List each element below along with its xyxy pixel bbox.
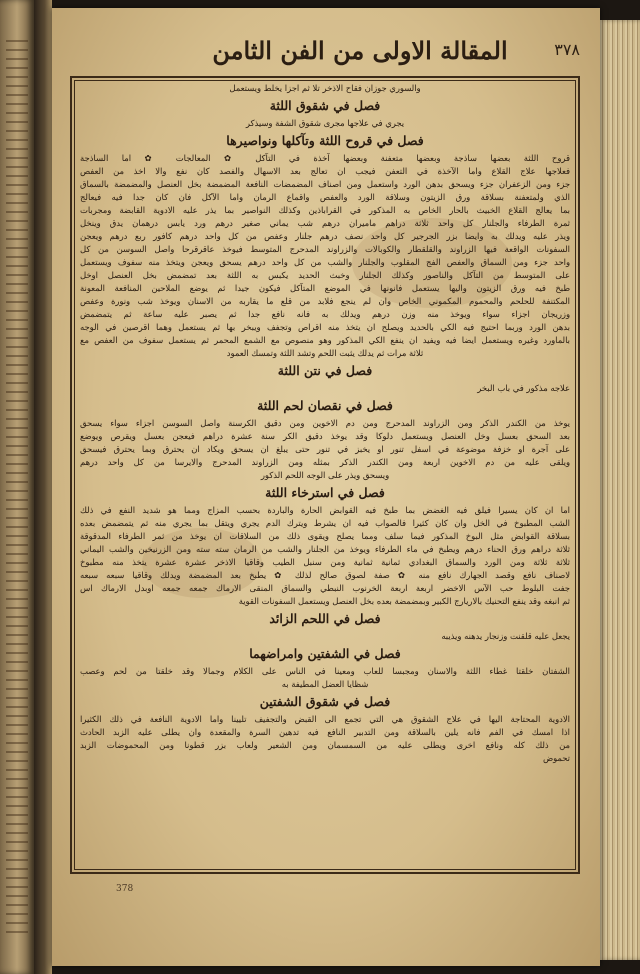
text-line: الشب المطبوخ في الخل وان كان كثيرا فالصواب فيه ان يشرط ويترك الدم يجري ويتقل بما يجري منه ثم يتمضمض بعده bbox=[80, 518, 570, 528]
section-heading: فصل في قروح اللثة وتآكلها ونواصيرها bbox=[226, 133, 424, 148]
section-heading: فصل في الشفتين وامراضهما bbox=[249, 646, 401, 661]
text-line: اذا امسك في الفم فانه يلين بالسلاقة ومن التدبير النافع فيه تدهين السرة والمقعدة وان يطلى عليه الزبد الحادث bbox=[80, 727, 570, 737]
text-line: يجري في علاجها مجرى شقوق الشفة وسيذكر bbox=[245, 118, 405, 128]
text-line: ثمرة الطرفاء والجلنار كل واحد ثلاثة دراهم ماميران درهم شب يماني صغير درهم ورد يابس درهمان يدق وينخل bbox=[80, 218, 570, 228]
text-line: بعد السحق بعسل وخل العنصل ويستعمل دلوكا وقد يوخذ دقيق الكر سنة عشرة دراهم فيعجن بعسل ويقرص ويوضع bbox=[80, 431, 570, 441]
text-line: ثلاثة مرات ثم يدلك يثبت اللحم وتشد اللثة وتمسك العمود bbox=[226, 348, 424, 358]
page-header bbox=[80, 36, 580, 72]
section-heading: فصل في نقصان لحم اللثة bbox=[257, 398, 393, 413]
text-line: ويذر عليه ويدلك به وايضا بزر الجرجير كل واحد نصف درهم جلنار وعفص من كل واحد درهم كافور ربع درهم ويعجن bbox=[80, 231, 570, 241]
text-line: لاصناف نافع وقصد الجهارك نافع منه ✿ صفة لصوق صالح لذلك ✿ يطبخ بعد المضمضة ويدلك وقاقيا سبعه سبعه bbox=[80, 570, 570, 580]
section-heading: فصل في شقوق اللثة bbox=[269, 98, 381, 113]
text-line: بالماورد وغيره ويستعمل ايضا فيه ويفيد ان ينفع الكي المذكور وهو منصوص مع الشمع المحمر ثم يستعمل سفوف من العفص مع bbox=[80, 335, 570, 345]
running-title: المقالة الاولى من الفن الثامن bbox=[212, 36, 508, 65]
section-heading: فصل في استرخاء اللثة bbox=[265, 485, 385, 500]
section-heading: فصل في اللحم الزائد bbox=[269, 611, 381, 626]
text-line: ثلاثة دراهم ورق الحناء درهم ويطبخ في ماء الطرفاء ويوخذ من الجلنار والشب من الرمان سته سته ومن الزرنيخين والشب اليماني bbox=[80, 544, 570, 554]
text-line: طبخ فيه ورق الزيتون واليها يستعمل فانونها في الموضع المتآكل فيكون جيدا ثم يوضع الملاحين المنافعة المعونة bbox=[80, 283, 570, 293]
section-heading: فصل في نتن اللثة bbox=[277, 363, 373, 378]
text-line: جفت البلوط حب الآس الاخضر اربعة اربعة الخرنوب النبطي والسماق المنقى الارماك جمعه جمعه اوبدل الارماك اس bbox=[80, 583, 570, 593]
text-line: الشفتان خلقتا غطاء اللثة والاسنان ومجبسا للعاب ومعينا في الناس على الكلام وجمالا وقد خلقتا من لحم وعصب bbox=[80, 666, 570, 676]
text-line: اما ان كان يسيرا فيلق فيه الغضض بما طبخ فيه القوابض الحارة والباردة بحسب المزاج ومما هو شديد النفع في ذلك bbox=[80, 505, 570, 515]
facing-page-edge bbox=[0, 0, 34, 974]
text-line: المكتنفة للحلحم والمحموم المكموني الخاص وان لم ينجع فلابد من قلع ما يقاربه من الاسنان ويوخذ شب ونورة وعفص bbox=[80, 296, 570, 306]
text-body bbox=[80, 82, 570, 870]
footer-page-number: 378 bbox=[116, 884, 134, 894]
text-line: ثم انبغه وقد ينفع التحنيك بالاريارج الكبير وبمضمضة بعده بخل العنصل ويستعمل السفونات القوية bbox=[238, 596, 570, 606]
text-line: على آجرة او خزفة موضوعة في اسفل تنور او يخبز في تنور حتى يبلغ ان يسحق ويكاد ان يحترق وبما يحترق فيسحق bbox=[80, 444, 570, 454]
section-heading: فصل في شقوق الشفتين bbox=[259, 694, 391, 709]
text-line: ثلاثة ثلاثة ومن الورد والسماق البغدادي ثمانية ثمانية ومن سنبل الطيب وقاقيا الاذخر عشرة عشرة يتخذ منه مطبوخ bbox=[80, 557, 570, 567]
text-line: يجعل عليه قلقنت وزنجار يدهنه ويذيبه bbox=[441, 631, 570, 641]
text-line: علاجه مذكور في باب البخر bbox=[477, 383, 570, 393]
text-line: السفونات الواقعة فيها الزراوند والقلقطار والكوبالات والزراوند المدحرج المتوسط فيوخذ عاقرقرحا واصل السوسن من كل bbox=[80, 244, 570, 254]
text-line: جزء ومن الزعفران جزء ويسحق بدهن الورد واستعمل ومن اصناف المضمضات النافعة المضمضة بخل العنصل والمضمضة بالسماق bbox=[80, 179, 570, 189]
book-gutter bbox=[34, 0, 52, 974]
text-line: ويسحق ويذر على الوجه اللحم الذكور bbox=[260, 470, 390, 480]
text-line: فعلاجها علاج القلاع واما الآخذة في التعفن فيجب ان تعالج بعد الاسهال والفصد كان نفع والا اخذ من العفص bbox=[80, 166, 570, 176]
text-line: بدهن الورد وربما احتيج فيه الكي بالحديد ويصلح ان يتخذ منه اقراص وتجفف ويبخر بها ثم يستعمل وهما اقرصين في الوجه bbox=[80, 322, 570, 332]
text-line: واحد جزء ومن السماق والعفص الفج المقلوب والجلنار والشب من كل واحد درهم يسحق ويعجن ويتخذ منه سفوف ويستعمل bbox=[80, 257, 570, 267]
text-line: الذي ولمتعفنة بسلاقة ورق الزيتون وسلاقة الورد والعفص واقماع الرمان واما الآكل فان كان جدا فيه فيعالج bbox=[80, 192, 570, 202]
text-line: بما يعالج القلاع الخبيث بالحار الخاص به المذكور في القراباذين وكذلك النواصير بما يذر عليه الادوية القابضة ومجربات bbox=[80, 205, 570, 215]
text-line: الادوية المحتاجة اليها في علاج الشقوق هي التي تجمع الى القبض والتجفيف تليينا واما الادوية النافعة في ذلك الكثيرا bbox=[80, 714, 570, 724]
text-line: شظايا العضل المطيفة به bbox=[281, 679, 369, 689]
page-number-top: ٣٧٨ bbox=[554, 40, 580, 59]
text-line: من ذلك كله ونافع اخرى ويطلى عليه من السمسمان ومن الشعير ولعاب بزر قطونا ومن المحموضات الزبد bbox=[80, 740, 570, 750]
text-line: والسوري جوزان فقاح الاذخر تلا ثم اجزا يخلط ويستعمل bbox=[229, 83, 421, 93]
text-line: ويلقى عليه من دم الاخوين اربعة ومن الكندر الذكر بمثله ومن الزراوند المدحرج والايرسا من كل واحد درهم bbox=[80, 457, 570, 467]
text-line: يوخذ من الكندر الذكر ومن الزراوند المدحرج ومن دم الاخوين ومن دقيق الكرسنة واصل السوسن اجزاء سواء يسحق bbox=[80, 418, 570, 428]
page-fore-edge bbox=[600, 20, 640, 960]
text-line: قروح اللثة بعضها ساذجة وبعضها متعفنة وبعضها آخذة في التآكل ✿ المعالجات ✿ اما الساذجة bbox=[80, 153, 570, 163]
text-line: بسلاقة القوابض مثل البوخ المذكور فيما سلف ومما يصلح ويقوى ذلك من السلاقات ان يوخذ من ثمر الطرفاء المدقوقة bbox=[80, 531, 570, 541]
text-line: وزريجان اجزاء سواء ويوخذ منه وزن درهم ويدلك به فانه نافع جدا ثم يصبر عليه ساعة ثم يتمضمض bbox=[80, 309, 570, 319]
text-line: تحموض bbox=[542, 753, 570, 763]
text-line: على المتوسط من التآكل والناصور وكذلك الجلنار وخبث الحديد يكبس به اللثة بعد تمضمض بخل العنصل اوخل bbox=[80, 270, 570, 280]
